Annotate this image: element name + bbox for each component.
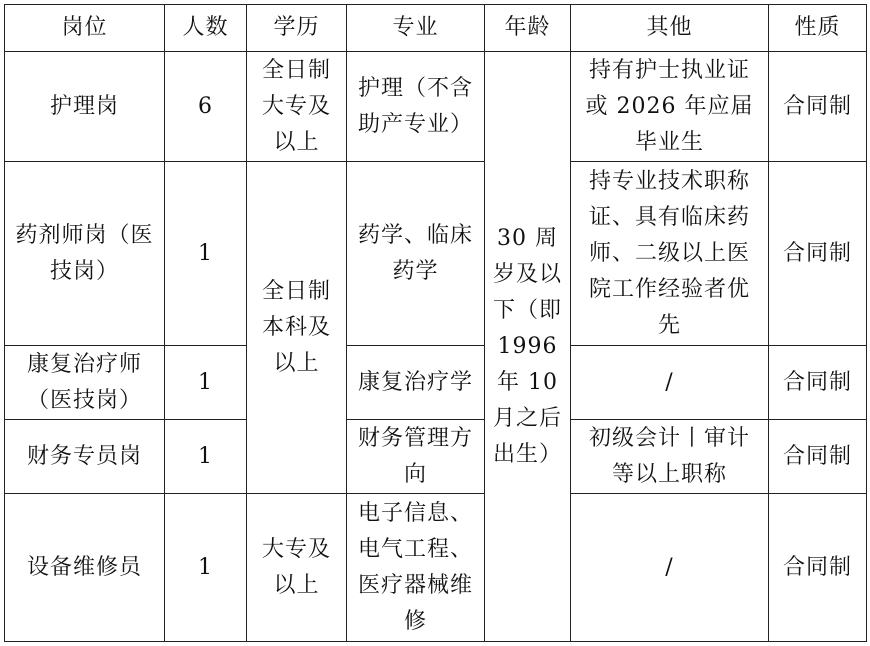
cell-major: 药学、临床药学 bbox=[347, 162, 485, 346]
header-age: 年龄 bbox=[485, 5, 571, 52]
header-nature: 性质 bbox=[769, 5, 867, 52]
cell-count: 6 bbox=[165, 52, 247, 162]
header-major: 专业 bbox=[347, 5, 485, 52]
header-row bbox=[5, 5, 867, 52]
table-row bbox=[5, 162, 867, 346]
header-education: 学历 bbox=[247, 5, 347, 52]
cell-other: 持有护士执业证或 2026 年应届毕业生 bbox=[571, 52, 769, 162]
cell-nature: 合同制 bbox=[769, 346, 867, 420]
header-position: 岗位 bbox=[5, 5, 165, 52]
cell-nature: 合同制 bbox=[769, 52, 867, 162]
cell-other: / bbox=[571, 494, 769, 642]
cell-position: 药剂师岗（医技岗） bbox=[5, 162, 165, 346]
cell-education: 全日制大专及以上 bbox=[247, 52, 347, 162]
table-row bbox=[5, 346, 867, 420]
cell-nature: 合同制 bbox=[769, 494, 867, 642]
cell-count: 1 bbox=[165, 162, 247, 346]
cell-position: 财务专员岗 bbox=[5, 420, 165, 494]
table-row bbox=[5, 494, 867, 642]
recruitment-table bbox=[4, 4, 867, 642]
cell-education-merged: 全日制本科及以上 bbox=[247, 162, 347, 494]
cell-major: 财务管理方向 bbox=[347, 420, 485, 494]
cell-position: 护理岗 bbox=[5, 52, 165, 162]
cell-other: / bbox=[571, 346, 769, 420]
cell-count: 1 bbox=[165, 420, 247, 494]
cell-major: 康复治疗学 bbox=[347, 346, 485, 420]
table-row bbox=[5, 420, 867, 494]
cell-education: 大专及以上 bbox=[247, 494, 347, 642]
table-row bbox=[5, 52, 867, 162]
cell-position: 康复治疗师（医技岗） bbox=[5, 346, 165, 420]
cell-other: 持专业技术职称证、具有临床药师、二级以上医院工作经验者优先 bbox=[571, 162, 769, 346]
header-count: 人数 bbox=[165, 5, 247, 52]
cell-count: 1 bbox=[165, 346, 247, 420]
cell-age-merged: 30 周岁及以下（即 1996 年 10 月之后出生） bbox=[485, 52, 571, 642]
cell-nature: 合同制 bbox=[769, 162, 867, 346]
header-other: 其他 bbox=[571, 5, 769, 52]
cell-nature: 合同制 bbox=[769, 420, 867, 494]
cell-count: 1 bbox=[165, 494, 247, 642]
cell-major: 护理（不含助产专业） bbox=[347, 52, 485, 162]
cell-other: 初级会计丨审计等以上职称 bbox=[571, 420, 769, 494]
cell-position: 设备维修员 bbox=[5, 494, 165, 642]
cell-major: 电子信息、电气工程、医疗器械维修 bbox=[347, 494, 485, 642]
